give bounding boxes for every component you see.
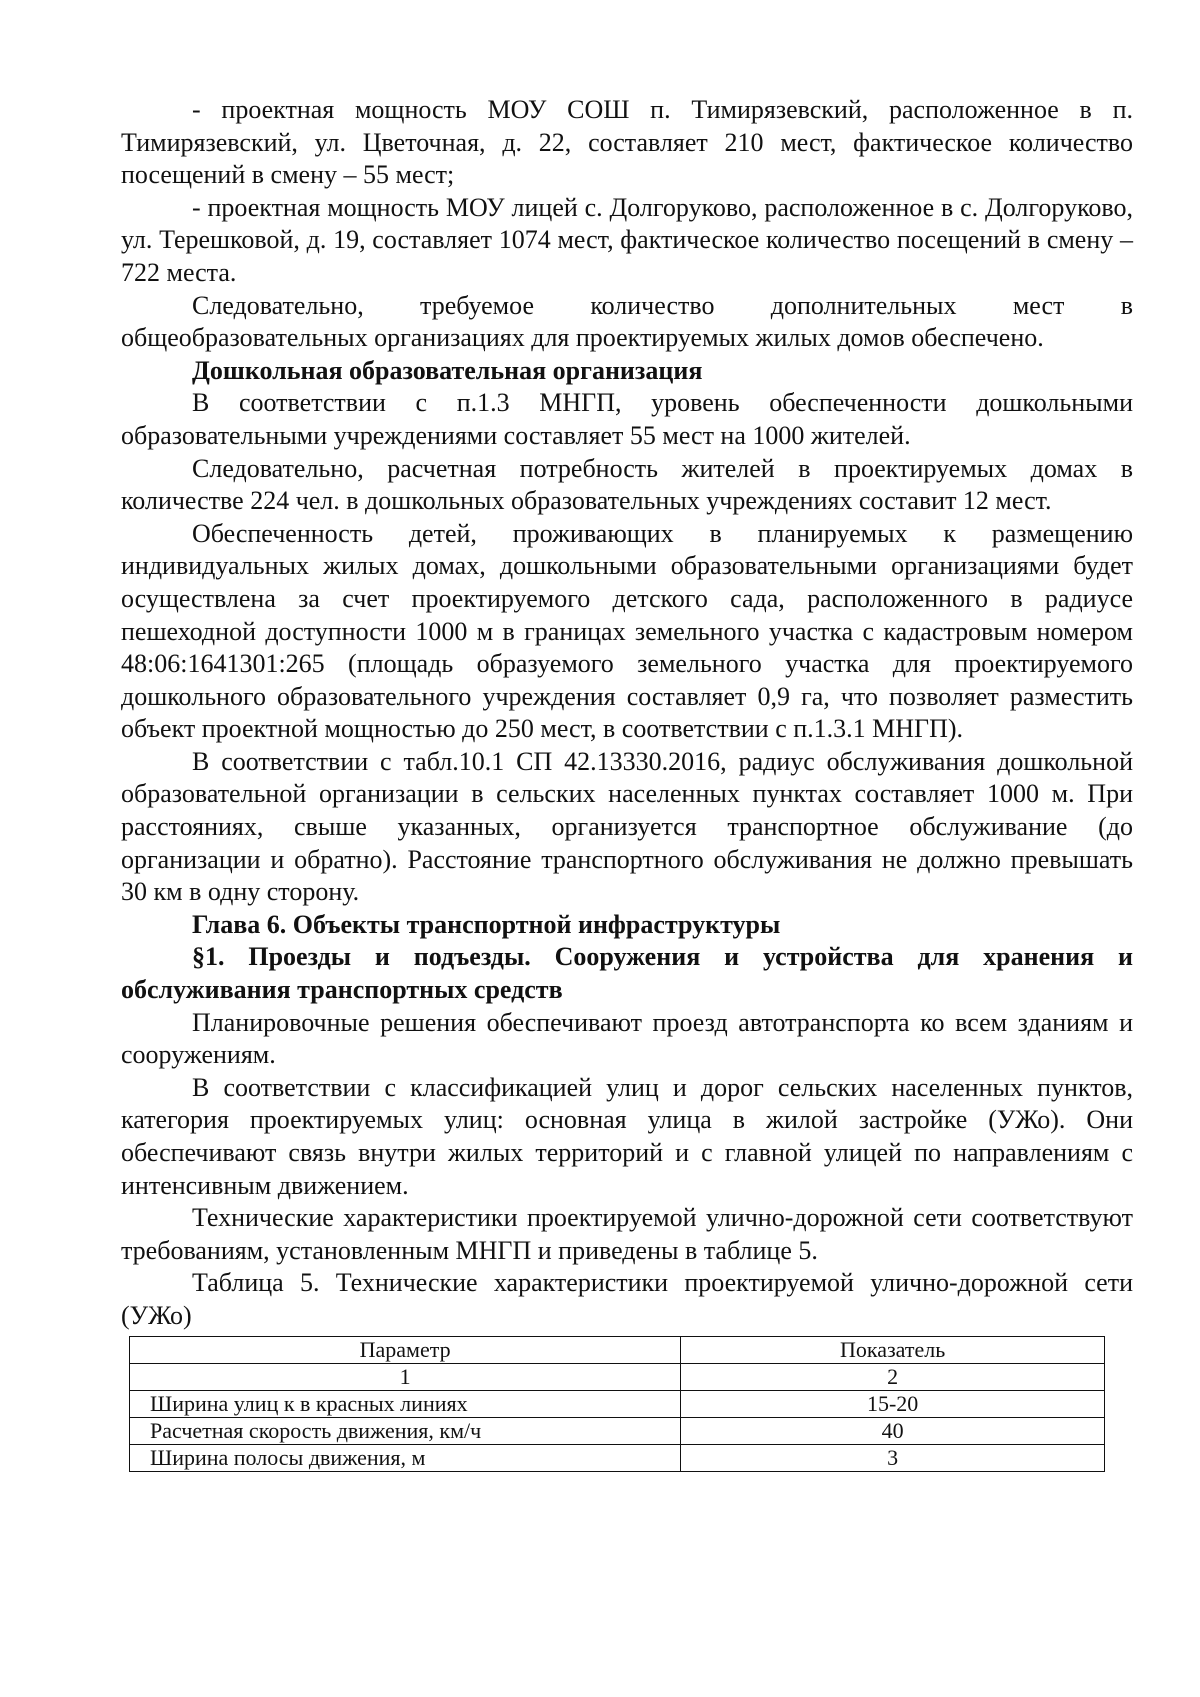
table-row xyxy=(130,1417,1105,1444)
table-cell-value: 15-20 xyxy=(681,1390,1105,1417)
paragraph-preschool-norm: В соответствии с п.1.3 МНГП, уровень обеспеченности дошкольными образовательными учреждениями составляет 55 мест на 1000 жителей. xyxy=(121,388,1133,450)
paragraph-preschool-need: Следовательно, расчетная потребность жителей в проектируемых домах в количестве 224 чел. в дошкольных образовательных учреждениях составит 12 мест. xyxy=(121,453,1133,516)
table-header-parameter: Параметр xyxy=(130,1336,681,1363)
table-5 xyxy=(129,1336,1105,1472)
paragraph-school-timiryazevsky: - проектная мощность МОУ СОШ п. Тимирязевский, расположенное в п. Тимирязевский, ул. Цветочная, д. 22, составляет 210 мест, фактическое количество посещений в смену – 55 мест; xyxy=(121,95,1133,190)
table-header-value: Показатель xyxy=(681,1336,1105,1363)
table-row xyxy=(130,1444,1105,1471)
paragraph-preschool-provision: Обеспеченность детей, проживающих в планируемых к размещению индивидуальных жилых домах, дошкольными образовательными организациями будет осуществлена за счет проектируемого детского сада, расположенного в радиусе пешеходной доступности 1000 м в границах земельного участка с кадастровым номером 48:06:1641301:265 (площадь образуемого земельного участка для проектируемого дошкольного образовательного учреждения составляет 0,9 га, что позволяет разместить объект проектной мощностью до 250 мест, в соответствии с п.1.3.1 МНГП). xyxy=(121,518,1133,744)
paragraph-lyceum-dolgorukovo: - проектная мощность МОУ лицей с. Долгоруково, расположенное в с. Долгоруково, ул. Терешковой, д. 19, составляет 1074 мест, фактическое количество посещений в смену – 722 места. xyxy=(121,192,1133,287)
table-column-number: 2 xyxy=(681,1363,1105,1390)
document-page xyxy=(121,94,1133,1472)
paragraph-schools-conclusion: Следовательно, требуемое количество дополнительных мест в общеобразовательных организациях для проектируемых жилых домов обеспечено. xyxy=(121,290,1133,353)
heading-chapter-6: Глава 6. Объекты транспортной инфраструктуры xyxy=(192,909,781,939)
table-header-row xyxy=(130,1336,1105,1363)
paragraph-planning-decisions: Планировочные решения обеспечивают проезд автотранспорта ко всем зданиям и сооружениям. xyxy=(121,1007,1133,1070)
table-row xyxy=(130,1390,1105,1417)
paragraph-street-classification: В соответствии с классификацией улиц и дорог сельских населенных пунктов, категория проектируемых улиц: основная улица в жилой застройке (УЖо). Они обеспечивают связь внутри жилых территорий и с главной улицей по направлениям с интенсивным движением. xyxy=(121,1072,1133,1200)
table-cell-parameter: Ширина улиц к в красных линиях xyxy=(130,1390,681,1417)
heading-section-1: §1. Проезды и подъезды. Сооружения и устройства для хранения и обслуживания транспортных средств xyxy=(121,942,1133,1005)
table-number-row xyxy=(130,1363,1105,1390)
table-cell-value: 3 xyxy=(681,1444,1105,1471)
table-caption: Таблица 5. Технические характеристики проектируемой улично-дорожной сети (УЖо) xyxy=(121,1268,1133,1330)
paragraph-technical-characteristics: Технические характеристики проектируемой улично-дорожной сети соответствуют требованиям, установленным МНГП и приведены в таблице 5. xyxy=(121,1203,1133,1265)
table-cell-value: 40 xyxy=(681,1417,1105,1444)
table-cell-parameter: Расчетная скорость движения, км/ч xyxy=(130,1417,681,1444)
table-cell-parameter: Ширина полосы движения, м xyxy=(130,1444,681,1471)
heading-preschool: Дошкольная образовательная организация xyxy=(192,355,703,385)
paragraph-preschool-radius: В соответствии с табл.10.1 СП 42.13330.2016, радиус обслуживания дошкольной образовательной организации в сельских населенных пунктах составляет 1000 м. При расстояниях, свыше указанных, организуется транспортное обслуживание (до организации и обратно). Расстояние транспортного обслуживания не должно превышать 30 км в одну сторону. xyxy=(121,746,1133,907)
table-column-number: 1 xyxy=(130,1363,681,1390)
